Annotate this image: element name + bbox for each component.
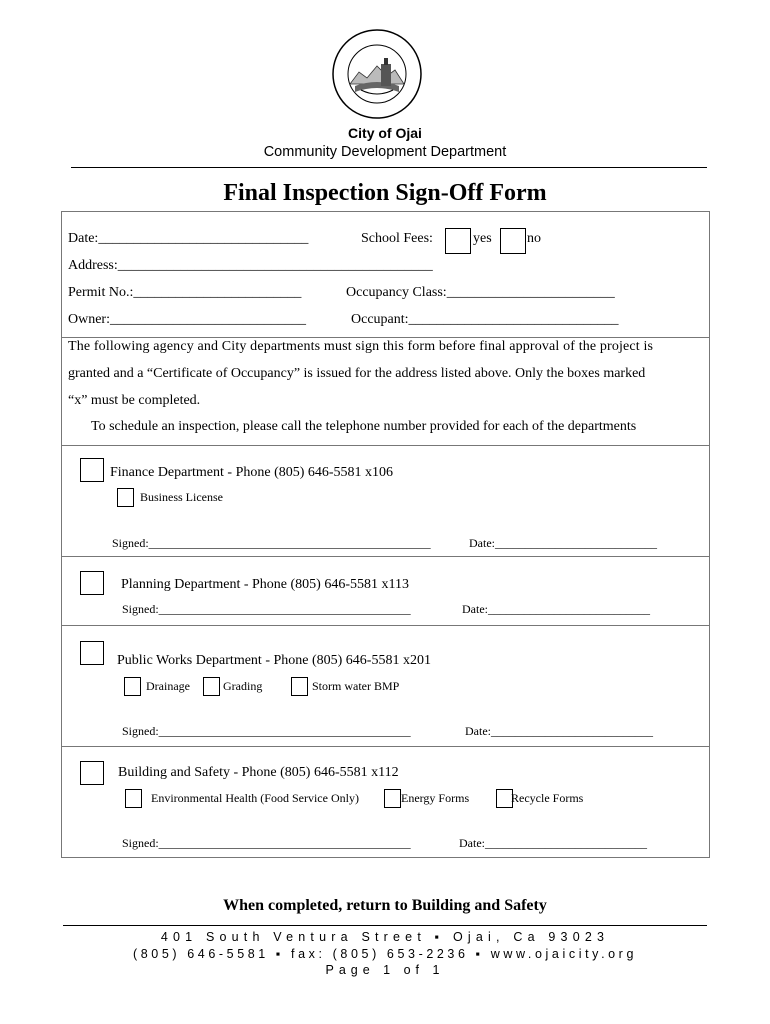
finance-signed-field[interactable]: Signed:_______________________________________________ <box>112 536 431 550</box>
planning-date-field[interactable]: Date:___________________________ <box>462 602 650 616</box>
school-fees-yes-checkbox[interactable] <box>445 228 471 254</box>
permit-field[interactable]: Permit No.:________________________ <box>68 285 302 300</box>
instructions-line-3: “x” must be completed. <box>68 393 201 408</box>
divider-instructions <box>62 445 709 446</box>
public-works-signed-field[interactable]: Signed:__________________________________________ <box>122 724 411 738</box>
footer-page: Page 1 of 1 <box>325 963 445 977</box>
occupant-field[interactable]: Occupant:______________________________ <box>351 312 619 327</box>
school-fees-no-label: no <box>527 231 541 246</box>
divider-finance <box>62 556 709 557</box>
footer-rule <box>63 925 707 926</box>
instructions-line-2: granted and a “Certificate of Occupancy” is issued for the address listed above. Only the boxes marked <box>68 366 646 381</box>
drainage-checkbox[interactable] <box>124 677 141 696</box>
public-works-date-field[interactable]: Date:___________________________ <box>465 724 653 738</box>
public-works-title: Public Works Department - Phone (805) 646-5581 x201 <box>117 653 431 668</box>
building-signed-field[interactable]: Signed:__________________________________________ <box>122 836 411 850</box>
footer-address: 401 South Ventura Street ▪ Ojai, Ca 93023 <box>160 930 610 944</box>
divider-planning <box>62 625 709 626</box>
instructions-line-4: To schedule an inspection, please call the telephone number provided for each of the departments <box>91 419 637 434</box>
building-date-field[interactable]: Date:___________________________ <box>459 836 647 850</box>
environmental-health-label: Environmental Health (Food Service Only) <box>151 791 359 805</box>
occupancy-class-field[interactable]: Occupancy Class:________________________ <box>346 285 615 300</box>
owner-field[interactable]: Owner:____________________________ <box>68 312 306 327</box>
form-title: Final Inspection Sign-Off Form <box>223 180 547 206</box>
storm-water-checkbox[interactable] <box>291 677 308 696</box>
return-note: When completed, return to Building and Safety <box>223 897 547 914</box>
planning-checkbox[interactable] <box>80 571 104 595</box>
environmental-health-checkbox[interactable] <box>125 789 142 808</box>
finance-checkbox[interactable] <box>80 458 104 482</box>
recycle-forms-label: Recycle Forms <box>511 791 584 805</box>
divider-fields <box>62 337 709 338</box>
form-box <box>61 211 710 858</box>
instructions-line-1: The following agency and City departments must sign this form before final approval of the project is <box>68 339 654 354</box>
business-license-checkbox[interactable] <box>117 488 134 507</box>
school-fees-yes-label: yes <box>473 231 492 246</box>
address-field[interactable]: Address:_____________________________________________ <box>68 258 433 273</box>
divider-publicworks <box>62 746 709 747</box>
header-rule <box>71 167 707 168</box>
energy-forms-checkbox[interactable] <box>384 789 401 808</box>
building-checkbox[interactable] <box>80 761 104 785</box>
school-fees-label: School Fees: <box>361 231 433 246</box>
storm-water-label: Storm water BMP <box>312 679 400 693</box>
finance-date-field[interactable]: Date:___________________________ <box>469 536 657 550</box>
grading-label: Grading <box>223 679 263 693</box>
department-name: Community Development Department <box>263 144 507 160</box>
energy-forms-label: Energy Forms <box>401 791 470 805</box>
date-field[interactable]: Date:______________________________ <box>68 231 309 246</box>
business-license-label: Business License <box>140 490 223 504</box>
grading-checkbox[interactable] <box>203 677 220 696</box>
footer-phone: (805) 646-5581 ▪ fax: (805) 653-2236 ▪ www.ojaicity.org <box>132 947 638 961</box>
drainage-label: Drainage <box>146 679 190 693</box>
finance-title: Finance Department - Phone (805) 646-5581 x106 <box>110 465 394 480</box>
public-works-checkbox[interactable] <box>80 641 104 665</box>
planning-signed-field[interactable]: Signed:__________________________________________ <box>122 602 411 616</box>
school-fees-no-checkbox[interactable] <box>500 228 526 254</box>
planning-title: Planning Department - Phone (805) 646-5581 x113 <box>121 577 409 592</box>
city-seal <box>331 28 423 120</box>
city-name: City of Ojai <box>348 125 422 141</box>
building-title: Building and Safety - Phone (805) 646-5581 x112 <box>118 765 399 780</box>
